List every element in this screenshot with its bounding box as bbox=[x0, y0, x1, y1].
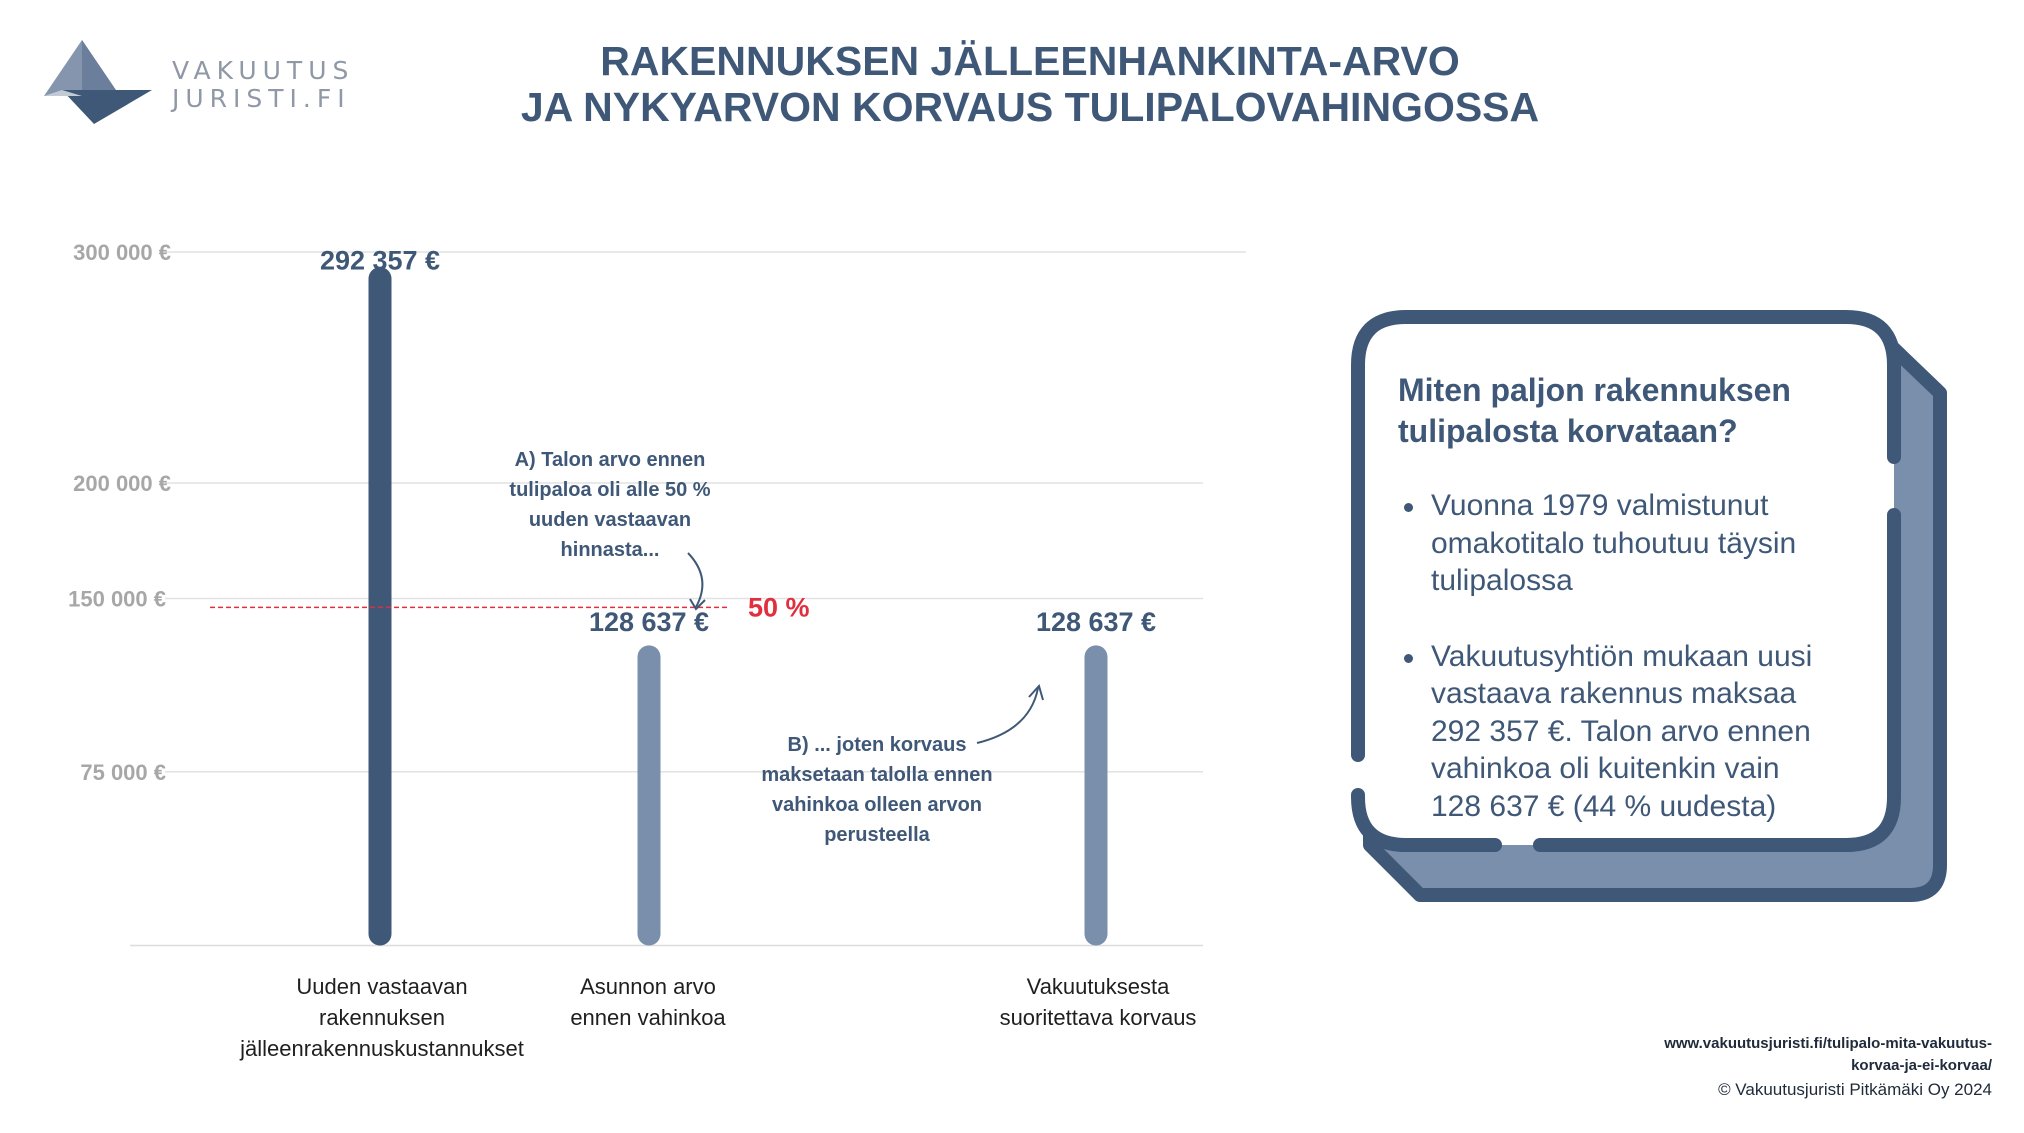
annotation-b-line3: perusteella bbox=[824, 824, 930, 846]
bar-value-label-2: 128 637 € bbox=[1035, 606, 1157, 637]
category-label-2-line0: Vakuutuksesta bbox=[1026, 974, 1170, 999]
annotation-b bbox=[737, 730, 1017, 850]
y-tick-label-2: 150 000 € bbox=[68, 586, 166, 612]
bullet-1-line3: vahinkoa oli kuitenkin vain bbox=[1431, 752, 1780, 785]
logo-text-line1: VAKUUTUS bbox=[172, 56, 355, 85]
page-title-line2: JA NYKYARVON KORVAUS TULIPALOVAHINGOSSA bbox=[520, 84, 1540, 130]
annotation-a-line0: A) Talon arvo ennen bbox=[514, 449, 706, 471]
bullet-1-line4: 128 637 € (44 % uudesta) bbox=[1431, 789, 1777, 823]
bullet-1-line1: vastaava rakennus maksaa bbox=[1431, 677, 1797, 710]
annotation-b-line2: vahinkoa olleen arvon bbox=[771, 794, 983, 816]
category-label-2-line1: suoritettava korvaus bbox=[999, 1005, 1197, 1030]
category-label-2 bbox=[928, 971, 1268, 1033]
source-url-line1[interactable]: www.vakuutusjuristi.fi/tulipalo-mita-vakuutus- bbox=[1664, 1035, 1992, 1052]
info-card-title bbox=[1398, 370, 1838, 452]
bullet-0-line0: Vuonna 1979 valmistunut bbox=[1431, 489, 1769, 522]
bar-value-label-1: 128 637 € bbox=[588, 606, 710, 637]
page-title-line1: RAKENNUKSEN JÄLLEENHANKINTA-ARVO bbox=[600, 38, 1460, 84]
logo-text-line2: JURISTI.FI bbox=[172, 84, 351, 113]
annotation-a bbox=[480, 445, 740, 565]
source-url-line2[interactable]: korvaa-ja-ei-korvaa/ bbox=[1851, 1057, 1992, 1074]
y-tick-label-3: 75 000 € bbox=[80, 759, 166, 785]
annotation-a-line3: hinnasta... bbox=[560, 539, 660, 561]
category-label-1 bbox=[478, 971, 818, 1033]
annotation-a-line2: uuden vastaavan bbox=[528, 509, 692, 531]
bullet-1-line2: 292 357 €. Talon arvo ennen bbox=[1431, 714, 1811, 748]
info-card-bullets bbox=[1398, 487, 1848, 863]
info-card-bullet-1 bbox=[1398, 638, 1848, 826]
reference-line-label: 50 % bbox=[748, 592, 810, 623]
source-url[interactable] bbox=[1572, 1033, 1992, 1077]
bullet-0-line2: tulipalossa bbox=[1431, 564, 1573, 597]
info-card-title-line2: tulipalosta korvataan? bbox=[1398, 413, 1738, 449]
annotation-b-line0: B) ... joten korvaus bbox=[787, 734, 967, 756]
category-label-1-line0: Asunnon arvo bbox=[580, 974, 716, 999]
bullet-0-line1: omakotitalo tuhoutuu täysin bbox=[1431, 526, 1797, 560]
y-tick-label-0: 300 000 € bbox=[73, 240, 171, 265]
annotation-b-line1: maksetaan talolla ennen bbox=[761, 764, 993, 786]
category-label-0-line2: jälleenrakennuskustannukset bbox=[240, 1036, 524, 1061]
bar-value-label-0: 292 357 € bbox=[319, 245, 441, 276]
category-label-0-line1: rakennuksen bbox=[319, 1005, 445, 1030]
category-label-0-line0: Uuden vastaavan bbox=[296, 974, 468, 999]
annotation-a-line1: tulipaloa oli alle 50 % bbox=[509, 479, 711, 501]
y-tick-label-1: 200 000 € bbox=[73, 471, 171, 496]
copyright-text: © Vakuutusjuristi Pitkämäki Oy 2024 bbox=[1718, 1080, 1992, 1099]
bullet-1-line0: Vakuutusyhtiön mukaan uusi bbox=[1431, 639, 1813, 673]
info-card-title-line1: Miten paljon rakennuksen bbox=[1398, 372, 1791, 408]
info-card-bullet-0 bbox=[1398, 487, 1848, 600]
category-label-1-line1: ennen vahinkoa bbox=[570, 1005, 726, 1030]
